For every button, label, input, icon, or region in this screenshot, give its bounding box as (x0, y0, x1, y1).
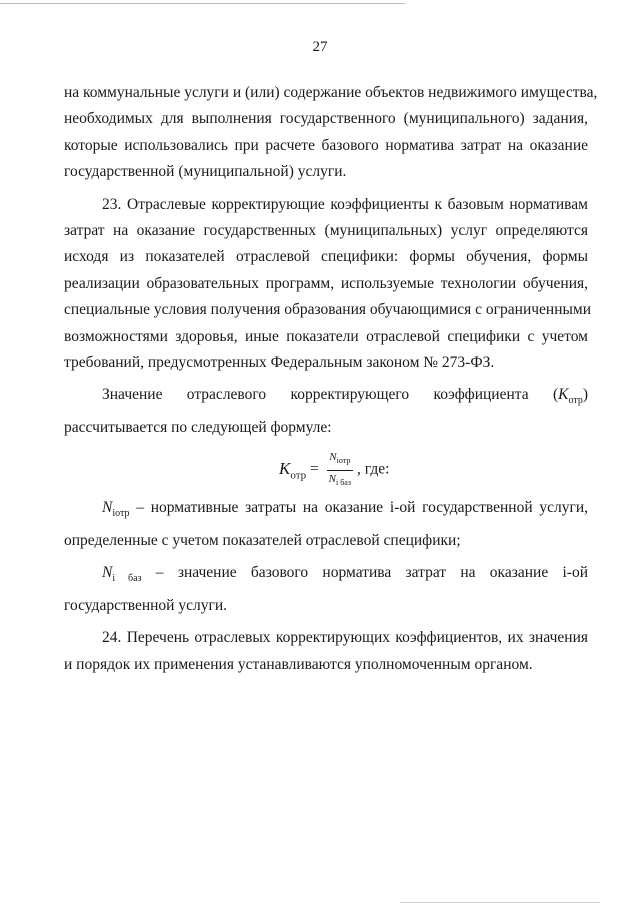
paragraph-23 (64, 192, 592, 377)
formula-denominator: $N_{i баз}$ (328, 472, 351, 487)
text-line: 23. Отраслевые корректирующие коэффициенты к базовым нормативам (102, 195, 588, 213)
text-line: необходимых для выполнения государственного (муниципального) задания, (64, 110, 588, 128)
text-line: требований, предусмотренных Федеральным законом № 273-ФЗ. (64, 354, 495, 372)
k-symbol: $K_{отр}$ (558, 386, 583, 407)
n-iotr-symbol: $N_{iотр}$ (102, 499, 130, 520)
text-line: которые использовались при расчете базового норматива затрат на оказание (64, 136, 588, 154)
value-line-text: Значение отраслевого корректирующего коэффициента (102, 386, 529, 404)
text-line: на коммунальные услуги и (или) содержание объектов недвижимого имущества, (64, 84, 598, 101)
formula-equals: = (310, 460, 319, 478)
text-line: возможностями здоровья, иные показатели отраслевой специфики с учетом (64, 327, 588, 345)
text-line (64, 495, 588, 528)
scan-top-line (0, 3, 405, 4)
formula-lhs: $K_{отр}$ (279, 458, 307, 482)
text-line: специальные условия получения образования обучающимися с ограниченными (64, 301, 592, 319)
text-line: рассчитывается по следующей формуле: (64, 418, 332, 436)
paragraph-24 (64, 625, 588, 678)
formula (279, 451, 389, 488)
formula-fraction (327, 451, 353, 488)
text-line: затрат на оказание государственных (муниципальных) услуг определяются (64, 222, 588, 240)
text-line: 24. Перечень отраслевых корректирующих коэффициентов, их значения (102, 629, 588, 647)
text-line (64, 560, 588, 593)
text-line: и порядок их применения устанавливаются уполномоченным органом. (64, 655, 533, 673)
definition-text: – значение базового норматива затрат на оказание i-ой (155, 564, 588, 582)
text-line: определенные с учетом показателей отраслевой специфики; (64, 531, 461, 549)
text-line: исходя из показателей отраслевой специфики: формы обучения, формы (64, 248, 588, 266)
definition-n-iotr (64, 495, 588, 554)
n-ibaz-symbol: $N_{i баз}$ (102, 564, 142, 585)
scan-bottom-line (400, 902, 600, 903)
document-body (64, 80, 598, 678)
text-line: реализации образовательных программ, используемые технологии обучения, (64, 274, 588, 292)
page-number: 27 (312, 39, 328, 55)
paragraph-coefficient-value (64, 382, 588, 441)
text-line: государственной услуги. (64, 596, 227, 614)
formula-block (64, 445, 588, 495)
paragraph-continuation (64, 80, 598, 186)
text-line: Значение отраслевого корректирующего коэффициента $(K_{отр})$ (102, 386, 588, 407)
definition-n-ibaz (64, 560, 588, 619)
definition-text: – нормативные затраты на оказание i-ой государственной услуги, (136, 499, 588, 517)
formula-suffix: , где: (357, 460, 390, 478)
formula-numerator: $N_{iотр}$ (327, 451, 353, 470)
text-line: государственной (муниципальной) услуги. (64, 163, 347, 181)
